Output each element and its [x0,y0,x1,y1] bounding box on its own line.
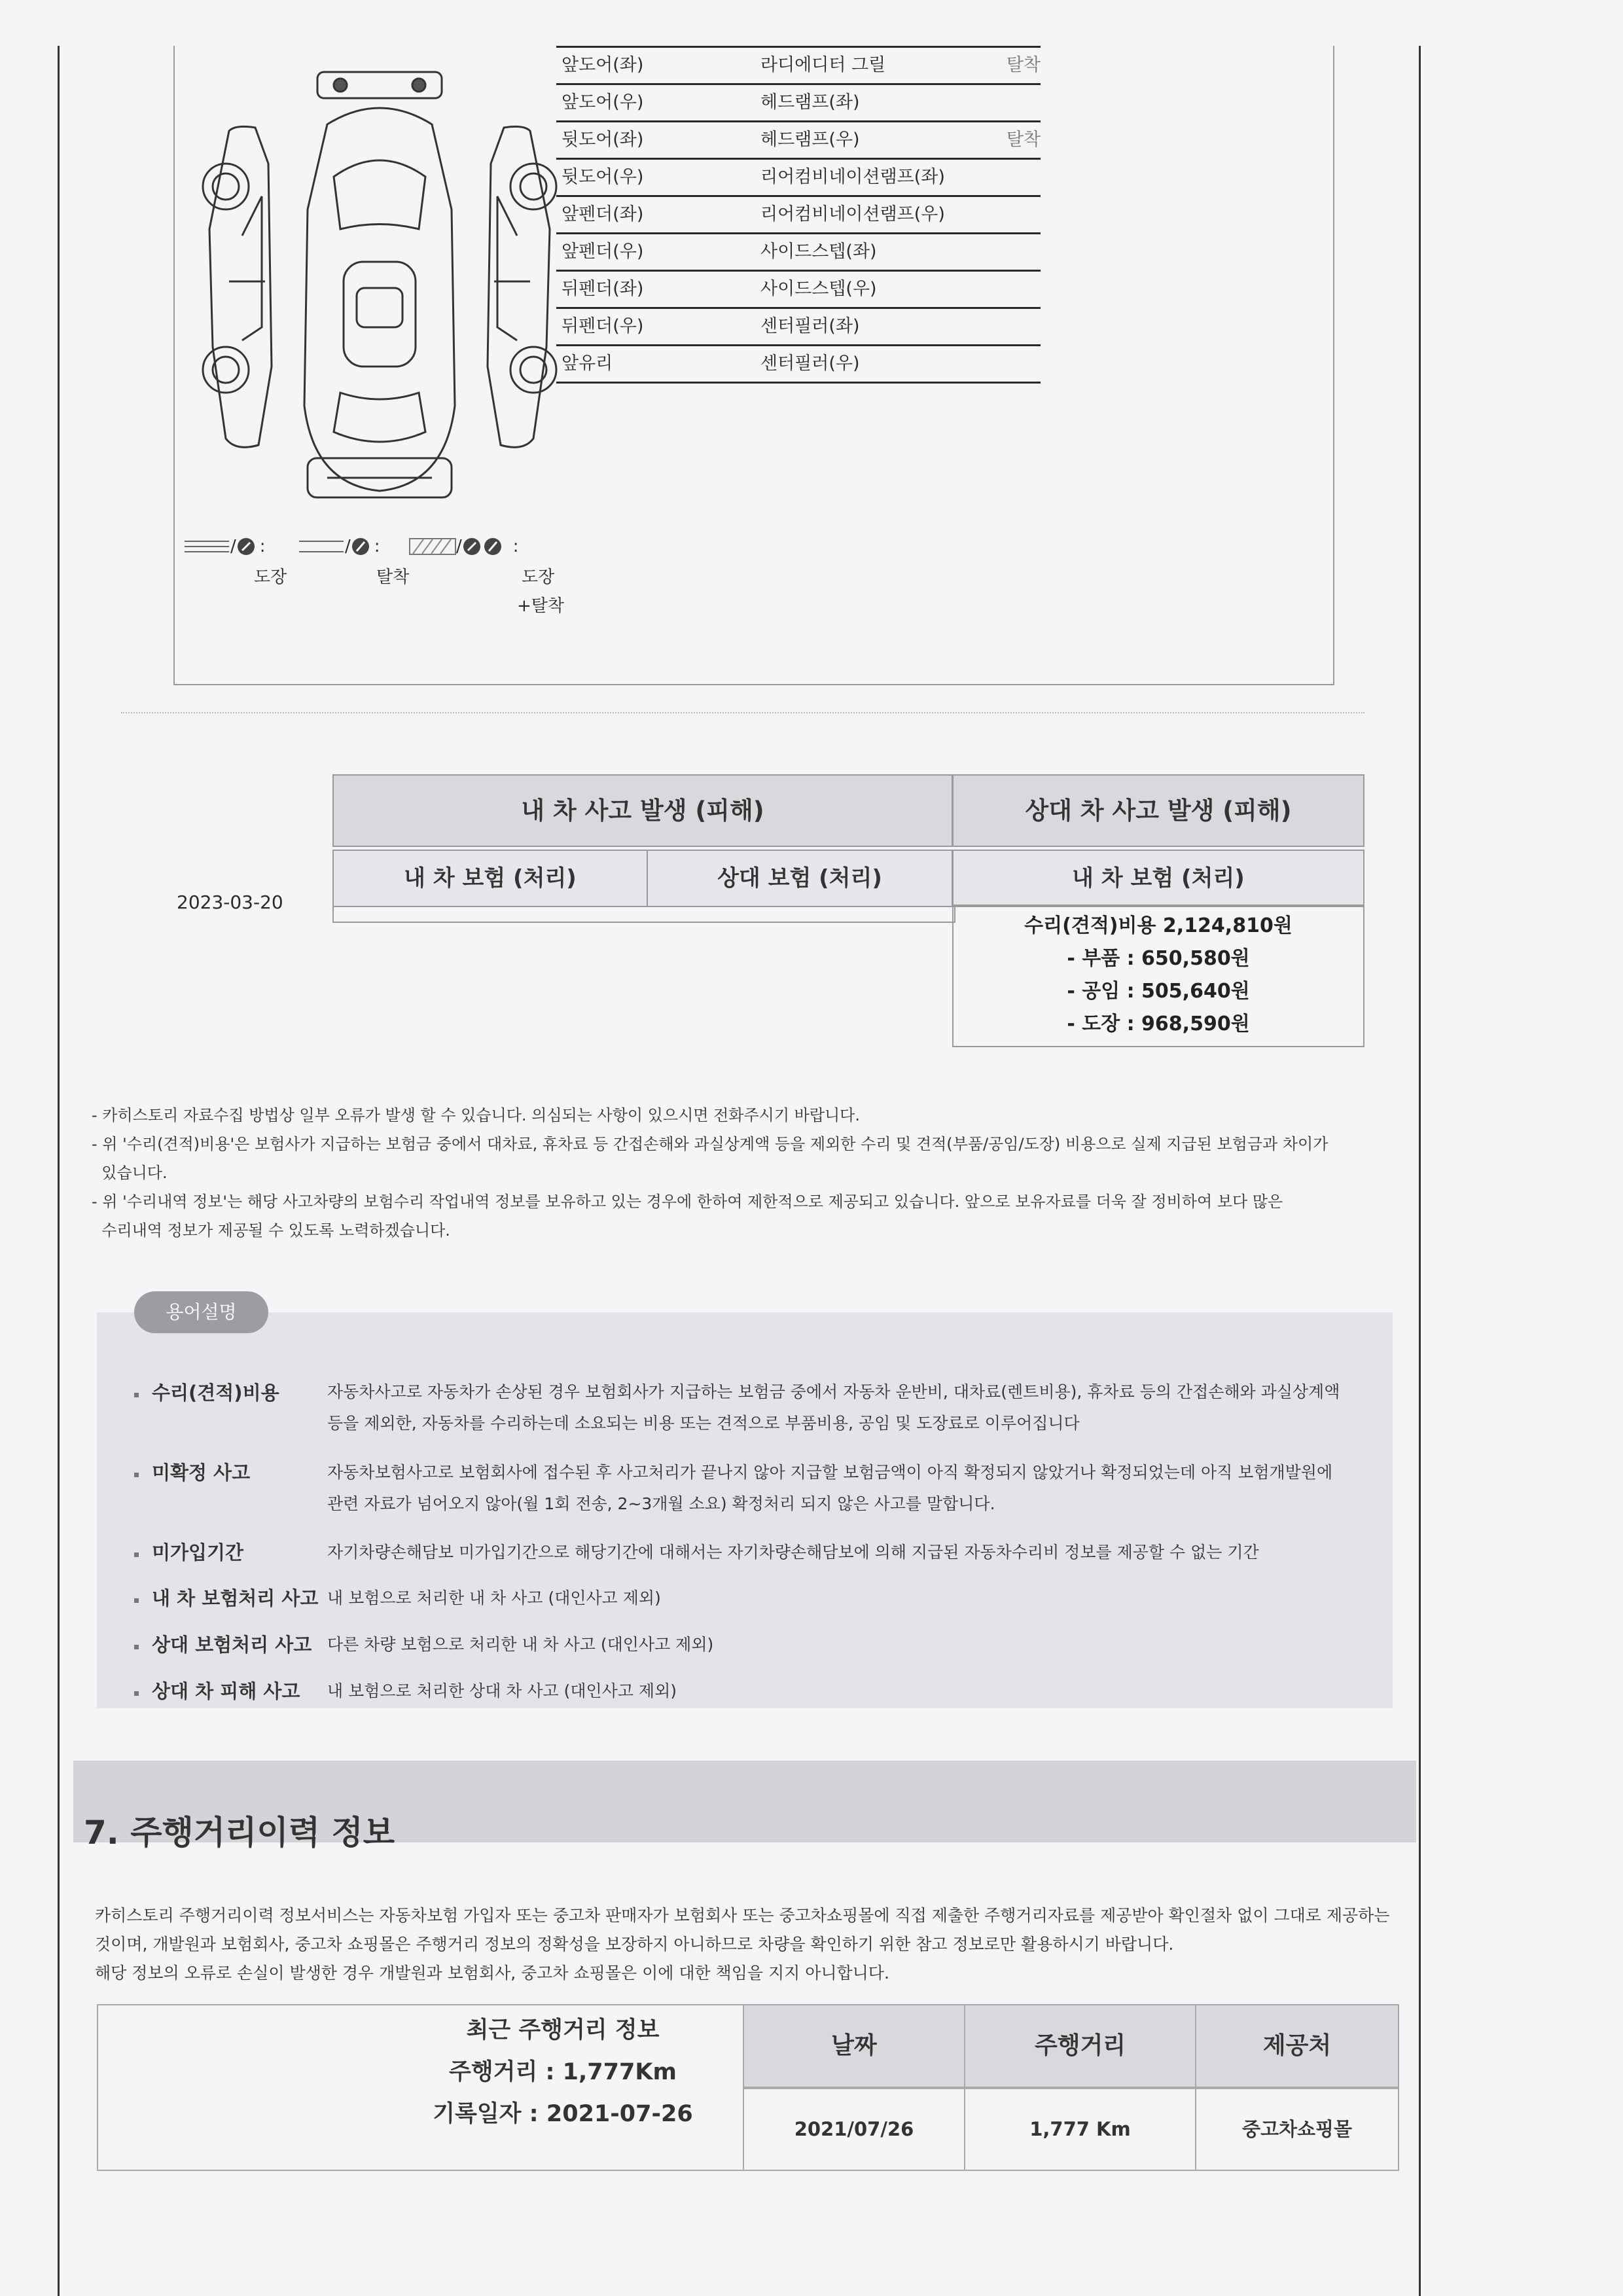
part-name: 앞도어(우) [562,92,644,113]
car-diagram-image [196,65,563,511]
diagram-legend [183,533,576,632]
legend-sep: / [230,537,236,556]
part-status: 탈착 [1006,55,1041,75]
detach-pattern-icon [298,538,345,555]
part-name: 센터필러(좌) [760,316,860,336]
glossary-desc: 다른 차량 보험으로 처리한 내 차 사고 (대인사고 제외) [327,1635,714,1654]
note-line: - 위 '수리(견적)비용'은 보험사가 지급하는 보험금 중에서 대차료, 휴차료 등 간접손해와 과실상계액 등을 제외한 수리 및 견적(부품/공임/도장) 비용으로 실제 지급된 보험금과 차이가 [92,1135,1329,1153]
bullet-icon [134,1598,139,1603]
glossary-desc: 자동차보험사고로 보험회사에 접수된 후 사고처리가 끝나지 않아 지급할 보험금액이 아직 확정되지 않았거나 확정되었는데 아직 보험개발원에 [327,1463,1333,1482]
note-line: - 위 '수리내역 정보'는 해당 사고차량의 보험수리 작업내역 정보를 보유하고 있는 경우에 한하여 제한적으로 제공되고 있습니다. 앞으로 보유자료를 더욱 잘 정비하여 보다 많은 [92,1193,1283,1211]
legend-colon: : [259,537,266,556]
repair-cost-total: 수리(견적)비용 2,124,810원 [1024,914,1293,937]
glossary-desc: 자기차량손해담보 미가입기간으로 해당기간에 대해서는 자기차량손해담보에 의해 지급된 자동차수리비 정보를 제공할 수 없는 기간 [327,1543,1259,1562]
recent-mileage-summary [393,2009,733,2135]
part-name: 사이드스텝(좌) [760,242,877,262]
glossary-desc: 내 보험으로 처리한 상대 차 사고 (대인사고 제외) [327,1681,677,1700]
recent-mileage-date: 기록일자 : 2021-07-26 [433,2101,693,2127]
mileage-cell-date: 2021/07/26 [743,2088,965,2171]
mileage-cell-provider: 중고차쇼핑몰 [1195,2088,1399,2171]
part-name: 앞펜더(좌) [562,204,644,224]
part-name: 헤드램프(좌) [760,92,860,113]
legend-label-paint-detach: 도장 [522,567,555,587]
note-line: 있습니다. [92,1164,168,1182]
paint-mark-icon [236,537,256,556]
legend-sep: / [456,537,462,556]
legend-colon: : [512,537,519,556]
part-name: 앞도어(좌) [562,55,644,75]
glossary-desc: 등을 제외한, 자동차를 수리하는데 소요되는 비용 또는 견적으로 부품비용, 공임 및 도장료로 이루어집니다 [327,1414,1080,1433]
glossary-term: 수리(견적)비용 [152,1382,279,1404]
mileage-col-provider: 제공처 [1195,2004,1399,2088]
section-title: 7. 주행거리이력 정보 [84,1814,395,1852]
part-name: 앞펜더(우) [562,242,644,262]
part-name: 리어컴비네이션램프(좌) [760,167,945,187]
part-row [556,160,1041,197]
damaged-parts-list [556,46,1041,384]
section-divider [121,712,1364,713]
glossary-desc: 자동차사고로 자동차가 손상된 경우 보험회사가 지급하는 보험금 중에서 자동차 운반비, 대차료(렌트비용), 휴차료 등의 간접손해와 과실상계액 [327,1382,1340,1401]
glossary-term: 상대 보험처리 사고 [152,1634,312,1656]
part-row [556,122,1041,160]
right-page-rule [1419,46,1421,2296]
part-row [556,234,1041,272]
note-line: - 카히스토리 자료수집 방법상 일부 오류가 발생 할 수 있습니다. 의심되는 사항이 있으시면 전화주시기 바랍니다. [92,1106,860,1124]
legend-sep: / [345,537,351,556]
legend-colon: : [374,537,380,556]
part-name: 뒤펜더(우) [562,316,644,336]
mileage-cell-distance: 1,777 Km [964,2088,1196,2171]
part-name: 헤드램프(우) [760,130,860,150]
mileage-col-distance: 주행거리 [964,2004,1196,2088]
paint-pattern-icon [183,538,230,555]
left-page-rule [58,46,60,2296]
legend-paint [183,533,266,560]
legend-label-paint: 도장 [254,567,287,587]
legend-paint-detach [409,533,519,560]
glossary-term: 내 차 보험처리 사고 [152,1587,319,1609]
repair-cost-labor: - 공임 : 505,640원 [1067,980,1250,1003]
bullet-icon [134,1393,139,1397]
desc-line: 카히스토리 주행거리이력 정보서비스는 자동차보험 가입자 또는 중고차 판매자가 보험회사 또는 중고차쇼핑몰에 직접 제출한 주행거리자료를 제공받아 확인절차 없이 그대로 제공하는 [95,1906,1390,1925]
part-name: 뒤펜더(좌) [562,279,644,299]
bullet-icon [134,1552,139,1557]
glossary-term: 미확정 사고 [152,1462,251,1484]
other-car-accident-header: 상대 차 사고 발생 (피해) [952,774,1364,847]
mileage-col-date: 날짜 [743,2004,965,2088]
paint-detach-mark-icon [462,537,504,556]
part-row [556,346,1041,384]
glossary-badge: 용어설명 [134,1291,268,1333]
glossary-term: 미가입기간 [152,1541,244,1564]
bullet-icon [134,1473,139,1477]
empty-cell [332,907,955,923]
legend-detach [298,533,380,560]
legend-label-detach: 탈착 [376,567,410,587]
glossary-desc: 관련 자료가 넘어오지 않아(월 1회 전송, 2~3개월 소요) 확정처리 되지 않은 사고를 말합니다. [327,1494,995,1513]
part-name: 사이드스텝(우) [760,279,877,299]
part-name: 뒷도어(좌) [562,130,644,150]
glossary-term: 상대 차 피해 사고 [152,1680,300,1702]
paint-detach-pattern-icon [409,538,456,555]
notes-block [92,1101,1400,1245]
bullet-icon [134,1691,139,1696]
bullet-icon [134,1645,139,1649]
recent-mileage-value: 주행거리 : 1,777Km [449,2059,677,2085]
other-insurance-header: 상대 보험 (처리) [647,850,953,907]
repair-cost-parts: - 부품 : 650,580원 [1067,947,1250,970]
part-status: 탈착 [1006,130,1041,150]
part-name: 앞유리 [562,353,613,374]
part-name: 뒷도어(우) [562,167,644,187]
detach-mark-icon [351,537,370,556]
part-row [556,309,1041,346]
desc-line: 것이며, 개발원과 보험회사, 중고차 쇼핑몰은 주행거리 정보의 정확성을 보장하지 아니하므로 차량을 확인하기 위한 참고 정보로만 활용하시기 바랍니다. [95,1935,1174,1954]
part-name: 센터필러(우) [760,353,860,374]
part-name: 리어컴비네이션램프(우) [760,204,945,224]
section-description [95,1901,1404,1988]
other-car-my-insurance-header: 내 차 보험 (처리) [952,850,1364,907]
accident-date: 2023-03-20 [177,891,283,913]
my-insurance-header: 내 차 보험 (처리) [332,850,648,907]
note-line: 수리내역 정보가 제공될 수 있도록 노력하겠습니다. [92,1221,450,1240]
part-row [556,85,1041,122]
recent-mileage-title: 최근 주행거리 정보 [466,2017,660,2043]
my-car-accident-header: 내 차 사고 발생 (피해) [332,774,953,847]
glossary-desc: 내 보험으로 처리한 내 차 사고 (대인사고 제외) [327,1588,661,1607]
part-row [556,197,1041,234]
repair-cost-paint: - 도장 : 968,590원 [1067,1013,1250,1035]
desc-line: 해당 정보의 오류로 손실이 발생한 경우 개발원과 보험회사, 중고차 쇼핑몰은 이에 대한 책임을 지지 아니합니다. [95,1964,889,1982]
part-name: 라디에디터 그릴 [760,55,886,75]
part-row [556,46,1041,85]
legend-label-paint-detach: +탈착 [517,596,565,616]
part-row [556,272,1041,309]
repair-cost-detail [952,905,1364,1047]
